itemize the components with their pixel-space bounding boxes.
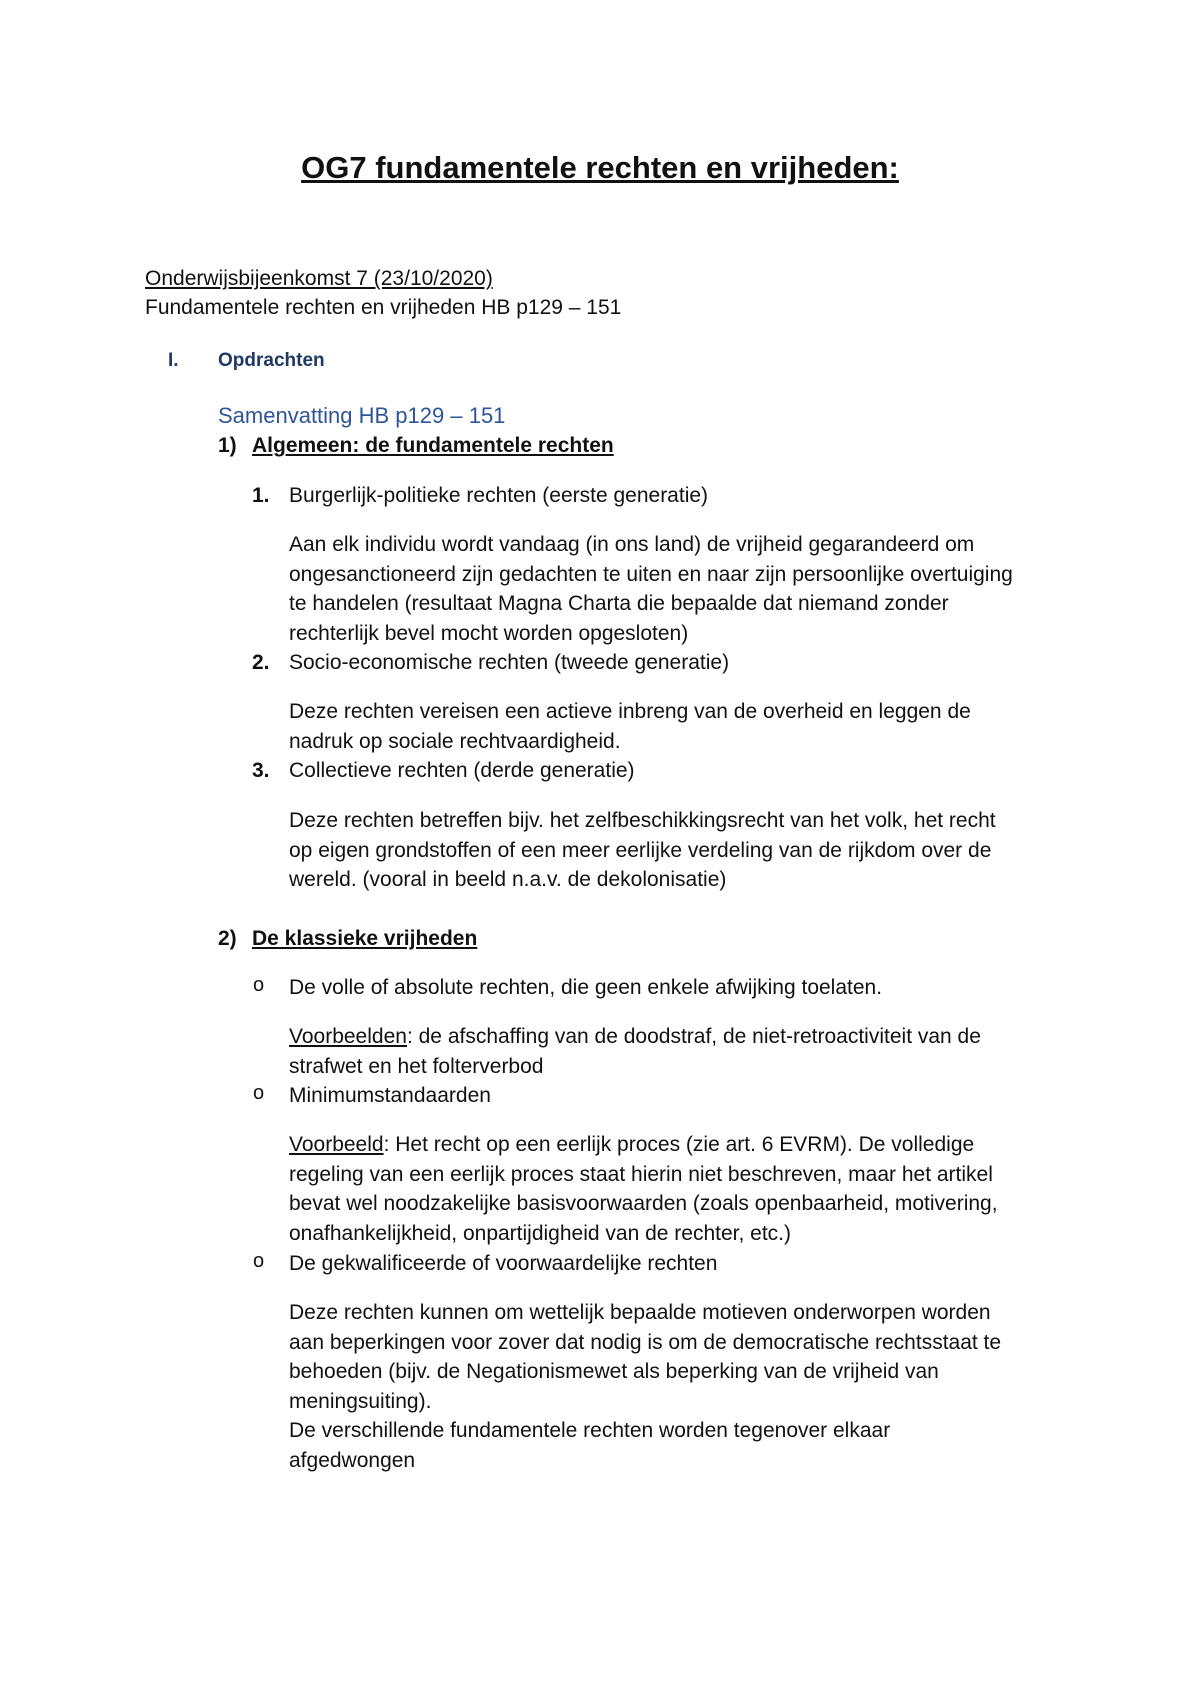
text-line: afgedwongen	[289, 1448, 416, 1472]
text-line: nadruk op sociale rechtvaardigheid.	[289, 729, 621, 753]
part1-number: 1)	[218, 434, 237, 457]
part1-item2-number: 2.	[252, 651, 270, 674]
part2-item1-text	[289, 1022, 981, 1081]
section-title: Opdrachten	[218, 350, 325, 371]
text-line: regeling van een eerlijk proces staat hierin niet beschreven, maar het artikel	[289, 1162, 993, 1186]
example-text: : de afschaffing van de doodstraf, de niet-retroactiviteit van de	[406, 1025, 981, 1048]
text-line: Aan elk individu wordt vandaag (in ons land) de vrijheid gegarandeerd om	[289, 533, 975, 556]
part1-title: Algemeen: de fundamentele rechten	[252, 434, 614, 457]
text-line: rechterlijk bevel mocht worden opgesloten)	[289, 621, 689, 645]
part2-number: 2)	[218, 927, 237, 950]
part1-item2-title: Socio-economische rechten (tweede generatie)	[289, 651, 730, 674]
part1-item1-text	[289, 530, 1013, 648]
part1-item3-text	[289, 806, 996, 895]
document-title: OG7 fundamentele rechten en vrijheden:	[301, 150, 899, 185]
document-subtitle: Fundamentele rechten en vrijheden HB p129 – 151	[145, 296, 622, 319]
text-line: ongesanctioneerd zijn gedachten te uiten en naar zijn persoonlijke overtuiging	[289, 562, 1013, 586]
bullet-circle-icon: o	[253, 1082, 265, 1104]
text-line: bevat wel noodzakelijke basisvoorwaarden (zoals openbaarheid, motivering,	[289, 1192, 998, 1215]
text-line: onafhankelijkheid, onpartijdigheid van de rechter, etc.)	[289, 1221, 791, 1245]
example-label: Voorbeeld	[289, 1133, 384, 1156]
text-line: De verschillende fundamentele rechten worden tegenover elkaar	[289, 1419, 891, 1442]
text-line: wereld. (vooral in beeld n.a.v. de dekolonisatie)	[289, 868, 727, 891]
section-marker: I.	[168, 350, 179, 371]
example-text: : Het recht op een eerlijk proces (zie art. 6 EVRM). De volledige	[383, 1133, 975, 1156]
meeting-heading: Onderwijsbijeenkomst 7 (23/10/2020)	[145, 267, 493, 290]
bullet-circle-icon: o	[253, 974, 265, 996]
summary-heading: Samenvatting HB p129 – 151	[218, 403, 506, 428]
text-line: aan beperkingen voor zover dat nodig is om de democratische rechtsstaat te	[289, 1330, 1002, 1354]
example-label: Voorbeelden	[289, 1025, 407, 1048]
part1-item1-title: Burgerlijk-politieke rechten (eerste generatie)	[289, 484, 709, 507]
text-line: op eigen grondstoffen of een meer eerlijke verdeling van de rijkdom over de	[289, 838, 992, 862]
part1-item2-text	[289, 697, 971, 756]
text-line: te handelen (resultaat Magna Charta die bepaalde dat niemand zonder	[289, 592, 949, 615]
part1-item1-number: 1.	[252, 484, 270, 507]
text-line: behoeden (bijv. de Negationismewet als beperking van de vrijheid van	[289, 1360, 939, 1383]
part2-item3-title: De gekwalificeerde of voorwaardelijke rechten	[289, 1252, 718, 1275]
part1-item3-title: Collectieve rechten (derde generatie)	[289, 759, 635, 782]
part2-title: De klassieke vrijheden	[252, 927, 478, 950]
part2-item3-text	[289, 1298, 1001, 1475]
part2-item1-title: De volle of absolute rechten, die geen enkele afwijking toelaten.	[289, 976, 883, 999]
text-line	[289, 1130, 998, 1160]
part2-item2-text	[289, 1130, 998, 1248]
part2-item2-title: Minimumstandaarden	[289, 1084, 491, 1107]
part1-item3-number: 3.	[252, 759, 270, 782]
text-line: strafwet en het folterverbod	[289, 1054, 544, 1078]
text-line	[289, 1022, 981, 1052]
bullet-circle-icon: o	[253, 1250, 265, 1272]
text-line: Deze rechten betreffen bijv. het zelfbeschikkingsrecht van het volk, het recht	[289, 809, 996, 832]
text-line: Deze rechten kunnen om wettelijk bepaalde motieven onderworpen worden	[289, 1301, 991, 1324]
text-line: Deze rechten vereisen een actieve inbreng van de overheid en leggen de	[289, 700, 971, 723]
text-line: meningsuiting).	[289, 1389, 432, 1413]
